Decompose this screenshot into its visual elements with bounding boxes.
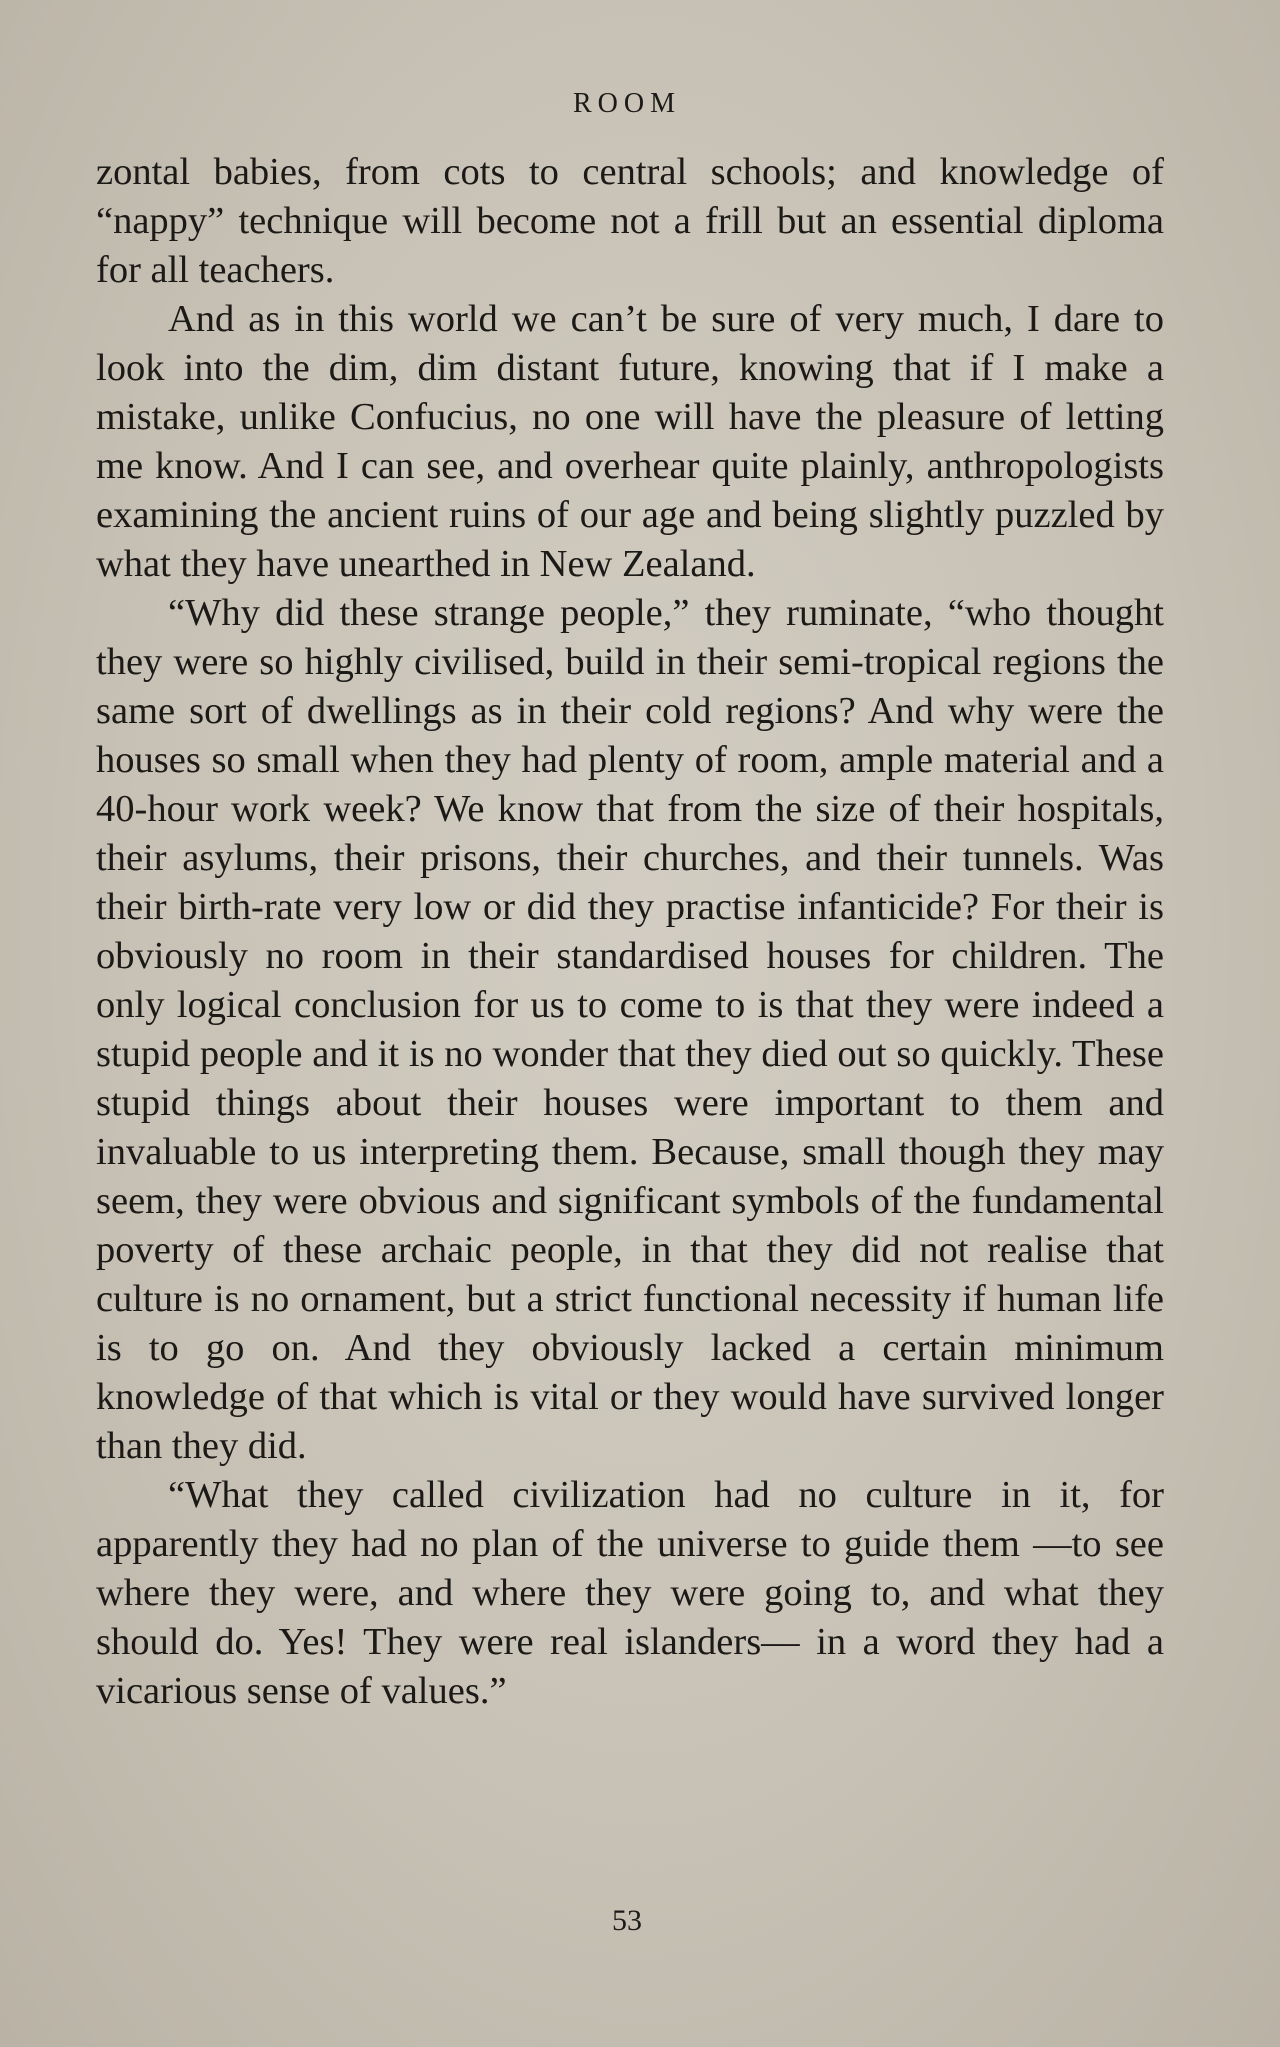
paragraph: And as in this world we can’t be sure of very much, I dare to look into the dim, dim distant future, knowing that if I make a mistake, unlike Confucius, no one will have the pleasure of letting me know. And I can see, and overhear quite plainly, anthropologists examining the ancient ruins of our age and being slightly puzzled by what they have unearthed in New Zealand.: [96, 298, 1164, 585]
running-head: ROOM: [572, 88, 681, 119]
body-text: [96, 148, 1164, 1716]
paragraph: “Why did these strange people,” they ruminate, “who thought they were so highly civilised, build in their semi-tropical regions the same sort of dwellings as in their cold regions? And why were the houses so small when they had plenty of room, ample material and a 40-hour work week? We know that from the size of their hospitals, their asylums, their prisons, their churches, and their tunnels. Was their birth-rate very low or did they practise infanticide? For their is obviously no room in their standardised houses for children. The only logical conclusion for us to come to is that they were indeed a stupid people and it is no wonder that they died out so quickly. These stupid things about their houses were important to them and invaluable to us interpreting them. Because, small though they may seem, they were obvious and significant symbols of the fundamental poverty of these archaic people, in that they did not realise that culture is no ornament, but a strict functional necessity if human life is to go on. And they obviously lacked a certain minimum knowledge of that which is vital or they would have survived longer than they did.: [96, 592, 1164, 1467]
paragraph: “What they called civilization had no culture in it, for apparently they had no plan of the universe to guide them —to see where they were, and where they were going to, and what they should do. Yes! They were real islanders— in a word they had a vicarious sense of values.”: [96, 1474, 1164, 1712]
page-number: 53: [612, 1904, 642, 1937]
paragraph-continued: zontal babies, from cots to central schools; and knowledge of “nappy” technique will become not a frill but an essential diploma for all teachers.: [96, 151, 1164, 291]
